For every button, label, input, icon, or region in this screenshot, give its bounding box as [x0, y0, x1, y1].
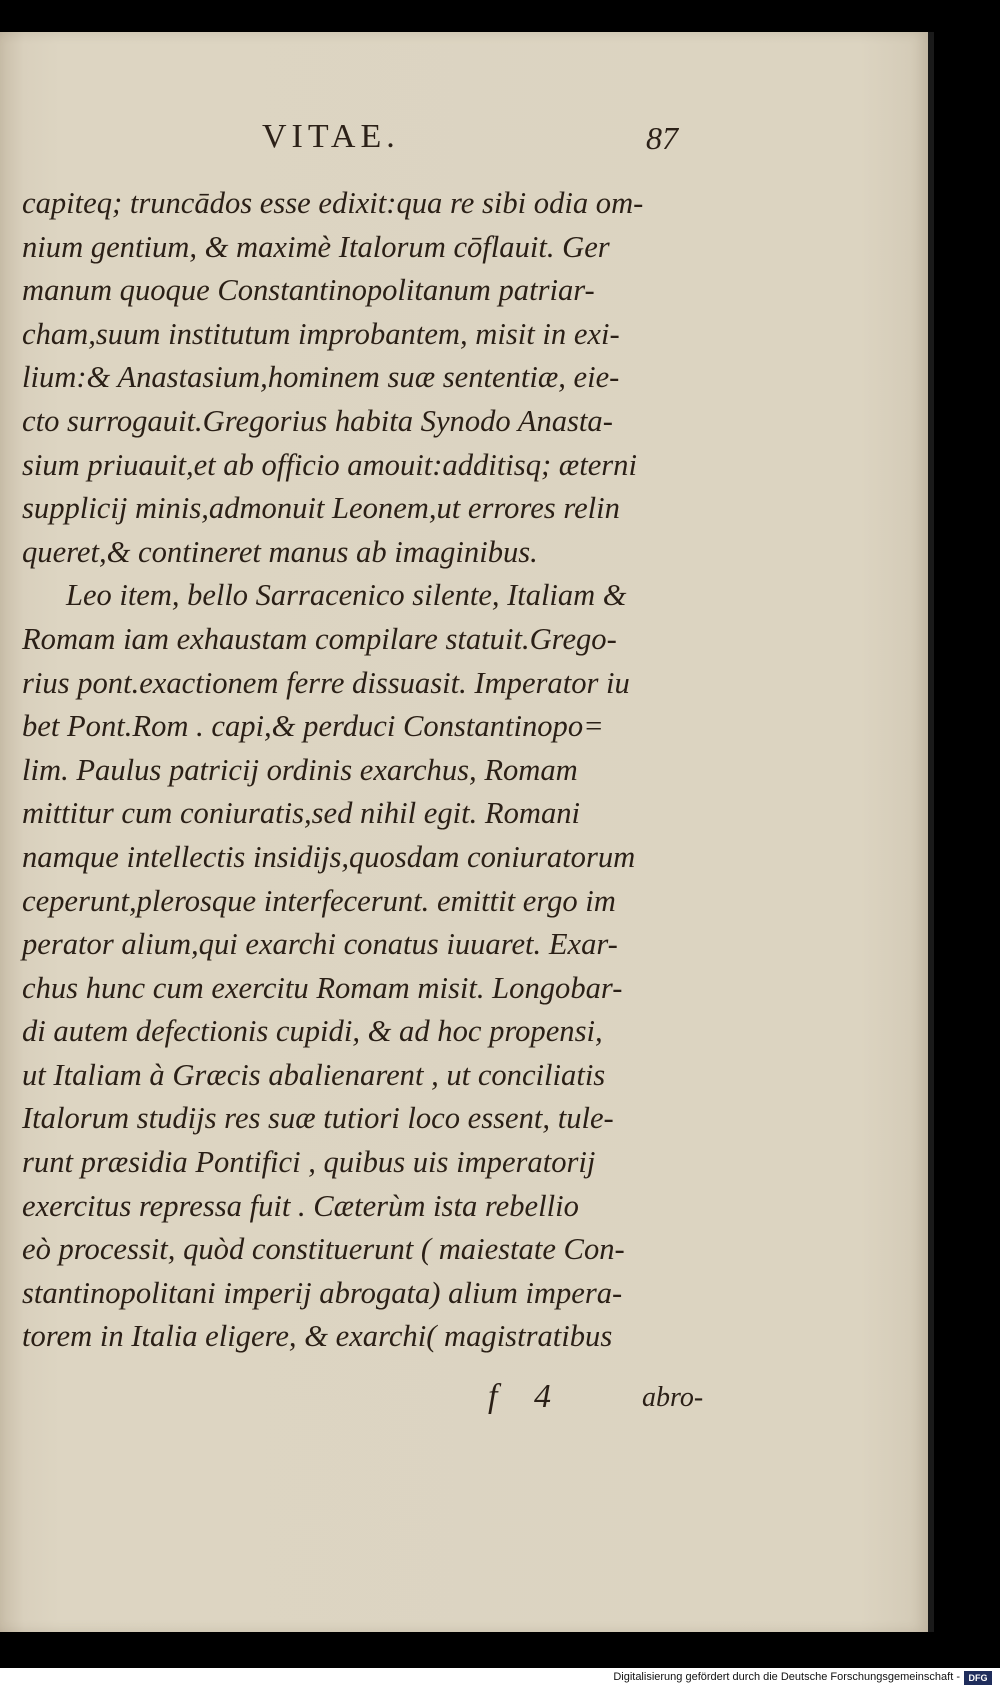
text-line: sium priuauit,et ab officio amouit:additisq; æterni	[22, 447, 637, 482]
text-line: runt præsidia Pontifici , quibus uis imperatorij	[22, 1145, 596, 1180]
dfg-logo-icon: DFG	[964, 1671, 992, 1685]
digitization-credit-bar	[0, 1668, 1000, 1690]
text-line: cto surrogauit.Gregorius habita Synodo Anasta-	[22, 403, 613, 438]
text-line: di autem defectionis cupidi, & ad hoc propensi,	[22, 1014, 603, 1049]
text-line: eò processit, quòd constituerunt ( maiestate Con-	[22, 1232, 625, 1267]
text-line: stantinopolitani imperij abrogata) alium impera-	[22, 1275, 623, 1310]
running-title: VITAE.	[262, 118, 400, 155]
text-line: supplicij minis,admonuit Leonem,ut errores relin	[22, 491, 620, 526]
running-head	[0, 118, 928, 168]
text-line: mittitur cum coniuratis,sed nihil egit. Romani	[22, 796, 581, 831]
text-line: nium gentium, & maximè Italorum cōflauit. Ger	[22, 229, 610, 264]
text-line: Italorum studijs res suæ tutiori loco essent, tule-	[22, 1101, 614, 1136]
text-line: rius pont.exactionem ferre dissuasit. Imperator iu	[22, 665, 630, 700]
text-line: namque intellectis insidijs,quosdam coniuratorum	[22, 839, 636, 874]
text-line: ut Italiam à Græcis abalienarent , ut conciliatis	[22, 1057, 606, 1092]
text-line: perator alium,qui exarchi conatus iuuaret. Exar-	[22, 927, 618, 962]
text-line: ceperunt,plerosque interfecerunt. emittit ergo im	[22, 883, 616, 918]
signature-line	[0, 1378, 928, 1428]
body-text	[22, 182, 702, 1359]
text-line: torem in Italia eligere, & exarchi( magistratibus	[22, 1319, 613, 1354]
text-line: chus hunc cum exercitu Romam misit. Longobar-	[22, 970, 623, 1005]
text-line: exercitus repressa fuit . Cæterùm ista rebellio	[22, 1188, 579, 1223]
text-line: Romam iam exhaustam compilare statuit.Grego-	[22, 621, 617, 656]
digitization-credit: Digitalisierung gefördert durch die Deutsche Forschungsgemeinschaft -	[613, 1671, 960, 1683]
text-line: Leo item, bello Sarracenico silente, Italiam &	[66, 578, 627, 613]
catchword: abro-	[642, 1382, 704, 1413]
text-line: bet Pont.Rom . capi,& perduci Constantinopo=	[22, 709, 604, 744]
text-line: manum quoque Constantinopolitanum patriar-	[22, 273, 595, 308]
page-number: 87	[646, 120, 678, 156]
text-line: lium:& Anastasium,hominem suæ sententiæ, eie-	[22, 360, 620, 395]
text-line: lim. Paulus patricij ordinis exarchus, Romam	[22, 752, 578, 787]
text-line: queret,& contineret manus ab imaginibus.	[22, 534, 538, 569]
book-page	[0, 32, 928, 1632]
page-edge	[928, 32, 934, 1632]
signature-mark: f 4	[488, 1378, 565, 1415]
text-line: cham,suum institutum improbantem, misit in exi-	[22, 316, 620, 351]
text-line: capiteq; truncādos esse edixit:qua re sibi odia om-	[22, 186, 644, 220]
